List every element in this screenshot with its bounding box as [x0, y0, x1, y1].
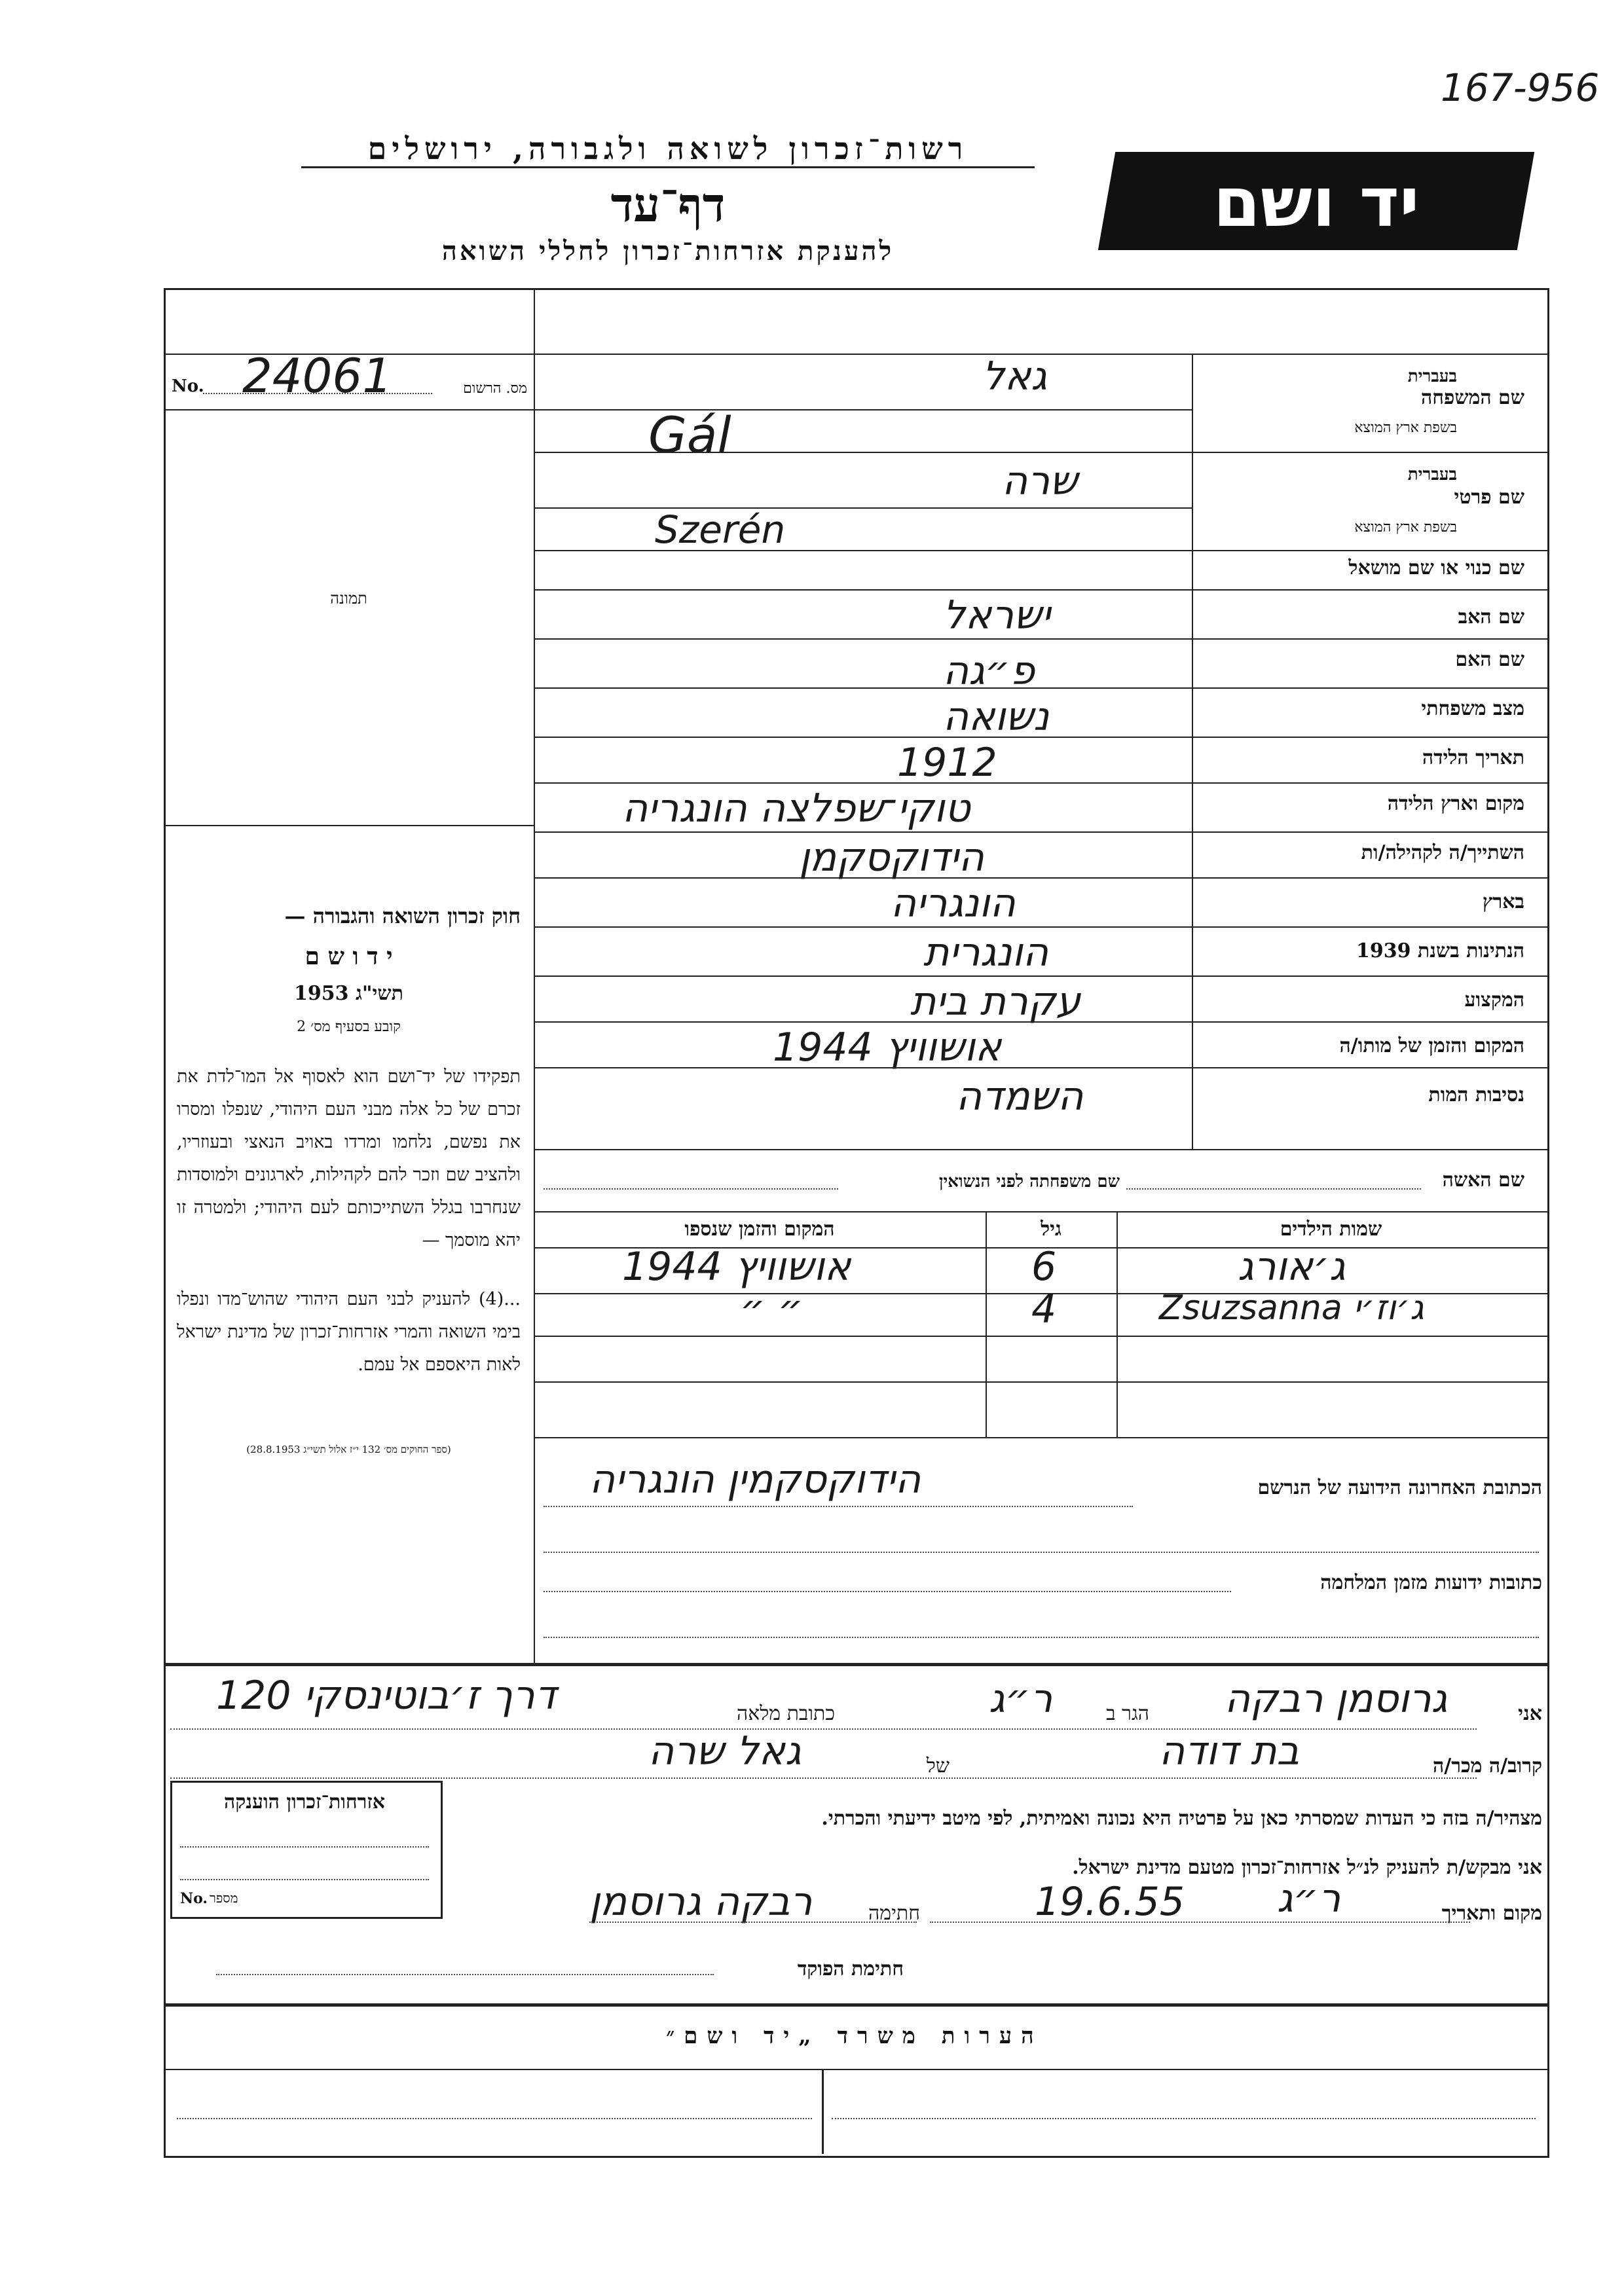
signature-label: חתימה [868, 1902, 920, 1925]
declaration-line-1: מצהיר/ה בזה כי העדות שמסרתי כאן על פרטיה היא נכונה ואמיתית, לפי מיטב ידיעתי והכרתי. [821, 1807, 1542, 1830]
of-value: גאל שרה [648, 1728, 802, 1774]
children-age-header: גיל [1041, 1218, 1061, 1241]
child-place-time: אושוויץ 1944 [622, 1244, 851, 1290]
declarant-city: ר״ג [989, 1676, 1053, 1722]
mother-label: שם האם [1455, 648, 1524, 671]
declarant-signature: רבקה גרוסמן [589, 1879, 813, 1925]
first-name-label: שם פרטי [1454, 486, 1524, 509]
date-value: 19.6.55 [1035, 1879, 1185, 1925]
child-name: ג׳אורג [1238, 1244, 1346, 1290]
birth-date-value: 1912 [897, 740, 997, 786]
last-address-value: הידוקסקמין הונגריה [589, 1457, 921, 1503]
children-place-header: המקום והזמן שנספו [684, 1218, 835, 1241]
officer-signature-label: חתימת הפוקד [797, 1958, 904, 1980]
family-name-origin-label: בשפת ארץ המוצא [1354, 420, 1457, 436]
label-column-divider [1192, 354, 1193, 1149]
first-name-origin-value: Szerén [655, 507, 786, 552]
law-text-2: ...(4) להעניק לבני העם היהודי שהוש־מדו ונפלו בימי השואה והמרי אזרחות־זכרון של מדינת ישראל לאות היאספם אל עמם. [177, 1289, 521, 1375]
citizenship-1939-value: הונגרית [923, 930, 1049, 975]
family-name-hebrew-label: בעברית [1407, 367, 1457, 386]
place-date-label: מקום ותאריך [1441, 1902, 1542, 1925]
relation-label: קרוב/ה מכר/ה [1433, 1755, 1542, 1777]
place-value: ר״ג [1277, 1876, 1341, 1922]
wife-name-label: שם האשה [1442, 1169, 1524, 1192]
notes-title: הערות משרד „יד ושם״ [666, 2023, 1043, 2049]
birth-date-label: תאריך הלידה [1422, 746, 1524, 769]
family-name-hebrew-value: גאל [982, 354, 1047, 399]
community-value: הידוקסקמן [799, 835, 984, 881]
child-age: 6 [1031, 1244, 1057, 1290]
citizenship-1939-label: הנתינות בשנת 1939 [1356, 939, 1524, 962]
law-text-1: תפקידו של יד־ושם הוא לאסוף אל המו־לדת את זכרם של כל אלה מבני העם היהודי, שנפלו ומסרו את נפשם, נלחמו ומרדו באויב הנאצי ובעוזריו, ולהציב שם וזכר להם לקהילות, לארגונים ולמוסדות שנחרבו בגלל השתייכותם לעם היהודי; ולמטרה זו יהא מוסמך — [177, 1066, 521, 1250]
marital-status-value: נשואה [943, 694, 1050, 740]
form-title: דף־עד [610, 177, 726, 232]
registration-no-label: No. [172, 376, 204, 396]
law-org: י ד ו ש ם [304, 943, 393, 970]
first-name-hebrew-label: בעברית [1407, 465, 1457, 484]
child-place-time: ״ ״ [740, 1286, 803, 1332]
law-clause: קובע בסעיף מס׳ 2 [297, 1019, 401, 1035]
citizenship-number-label: מספר [210, 1890, 238, 1906]
war-address-label: כתובות ידועות מזמן המלחמה [1320, 1571, 1542, 1594]
law-year: תשי"ג 1953 [294, 982, 403, 1005]
full-address-label: כתובת מלאה [737, 1702, 835, 1725]
father-label: שם האב [1458, 606, 1524, 629]
death-place-time-value: אושוויץ 1944 [773, 1025, 1002, 1070]
declarant-name: גרוסמן רבקה [1225, 1676, 1448, 1722]
child-age: 4 [1031, 1286, 1057, 1332]
declarant-lives-label: הגר ב [1106, 1702, 1149, 1725]
declarant-i-label: אני [1518, 1702, 1542, 1725]
profession-value: עקרת בית [910, 979, 1081, 1025]
birth-place-value: טוקי־שפלצה הונגריה [622, 786, 970, 831]
birth-place-label: מקום וארץ הלידה [1387, 792, 1524, 815]
child-name: ג׳וז׳י Zsuzsanna [1159, 1288, 1424, 1328]
authority-title: רשות־זכרון לשואה ולגבורה, ירושלים [301, 131, 1035, 168]
marital-status-label: מצב משפחתי [1421, 697, 1524, 720]
nickname-label: שם כנוי או שם מושאל [1348, 556, 1524, 579]
children-names-header: שמות הילדים [1280, 1218, 1382, 1241]
first-name-origin-label: בשפת ארץ המוצא [1354, 519, 1457, 536]
community-label: השתייך/ה לקהילה/ות [1361, 841, 1524, 864]
father-value: ישראל [943, 592, 1051, 638]
family-name-origin-value: Gál [648, 406, 731, 464]
photo-label: תמונה [330, 589, 367, 608]
mother-value: פ״גה [943, 648, 1035, 694]
first-name-hebrew-value: שרה [1002, 458, 1078, 504]
citizenship-granted-title: אזרחות־זכרון הוענקה [223, 1791, 386, 1813]
of-label: של [926, 1755, 950, 1777]
death-cause-label: נסיבות המות [1428, 1084, 1524, 1106]
country-value: הונגריה [891, 881, 1016, 926]
registration-label: מס. הרשום [463, 380, 527, 397]
archive-number: 167-956 [1441, 65, 1600, 110]
law-title: חוק זכרון השואה והגבורה — [284, 903, 521, 928]
relation-value: בת דודה [1159, 1728, 1300, 1774]
death-place-time-label: המקום והזמן של מותו/ה [1339, 1034, 1524, 1057]
country-label: בארץ [1482, 890, 1524, 913]
profession-label: המקצוע [1464, 989, 1524, 1011]
law-source: (ספר החוקים מס׳ 132 י״ז אלול תשי״ג 28.8.1953) [246, 1444, 451, 1455]
declarant-address: דרך ז׳בוטינסקי 120 [216, 1673, 557, 1719]
citizenship-no-label: No. [180, 1890, 208, 1907]
maiden-name-label: שם משפחתה לפני הנשואין [938, 1172, 1120, 1192]
registration-number: 24061 [242, 348, 393, 403]
form-subtitle: להענקת אזרחות־זכרון לחללי השואה [441, 236, 895, 266]
family-name-label: שם המשפחה [1420, 386, 1524, 409]
last-address-label: הכתובת האחרונה הידועה של הנרשם [1257, 1476, 1542, 1499]
declaration-line-2: אני מבקש/ת להעניק לנ״ל אזרחות־זכרון מטעם מדינת ישראל. [1072, 1856, 1542, 1879]
death-cause-value: השמדה [956, 1074, 1084, 1120]
logo-text: יד ושם [1213, 162, 1420, 242]
